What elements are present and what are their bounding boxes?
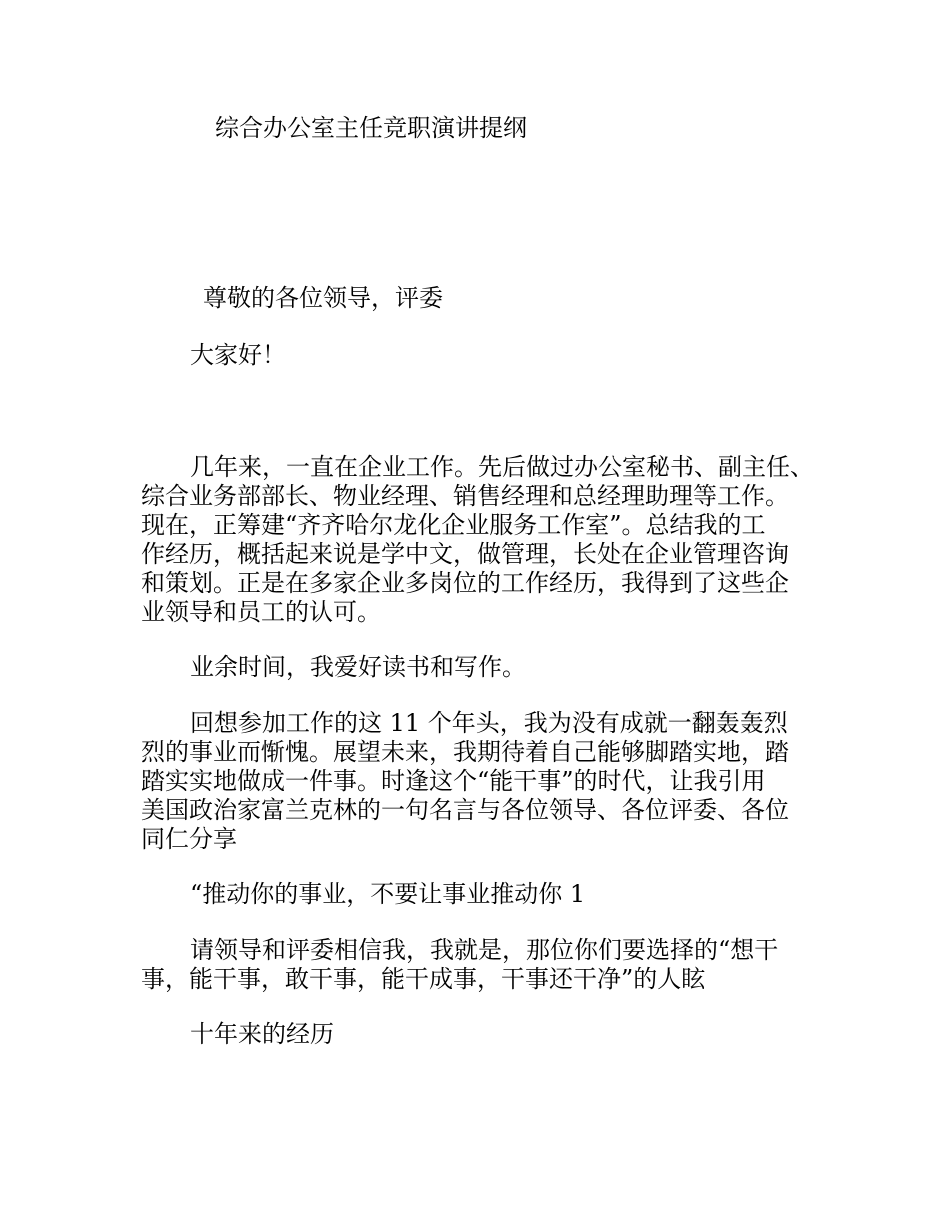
paragraph-line: 踏实实地做成一件事。时逢这个“能干事”的时代，让我引用 [141,767,766,795]
paragraph-line: 回想参加工作的这 11 个年头，我为没有成就一翻轰轰烈 [190,709,788,737]
paragraph-line: 几年来，一直在企业工作。先后做过办公室秘书、副主任、 [190,453,814,481]
paragraph-career [141,453,831,627]
paragraph-line: 业领导和员工的认可。 [141,598,381,626]
paragraph-line: 现在，正筹建“齐齐哈尔龙化企业服务工作室”。总结我的工 [141,511,766,539]
paragraph-reflection [141,709,831,854]
paragraph-line: 事，能干事，敢干事，能干成事，干事还干净”的人眩 [141,965,706,993]
salutation: 尊敬的各位领导，评委 [203,284,443,312]
paragraph-appeal [141,936,831,994]
paragraph-line: 请领导和评委相信我，我就是，那位你们要选择的“想干 [190,936,779,964]
paragraph-hobby: 业余时间，我爱好读书和写作。 [190,653,526,681]
paragraph-line: 作经历，概括起来说是学中文，做管理，长处在企业管理咨询 [141,540,789,568]
paragraph-line: 同仁分享 [141,825,237,853]
greeting: 大家好！ [190,341,286,369]
paragraph-line: 烈的事业而惭愧。展望未来，我期待着自己能够脚踏实地，踏 [141,738,789,766]
paragraph-line: 和策划。正是在多家企业多岗位的工作经历，我得到了这些企 [141,569,789,597]
paragraph-experience-heading: 十年来的经历 [190,1020,334,1048]
document-title: 综合办公室主任竞职演讲提纲 [215,114,527,142]
paragraph-line: 美国政治家富兰克林的一句名言与各位领导、各位评委、各位 [141,796,789,824]
paragraph-line: 综合业务部部长、物业经理、销售经理和总经理助理等工作。 [141,482,789,510]
quote: “推动你的事业，不要让事业推动你 1 [190,880,586,908]
